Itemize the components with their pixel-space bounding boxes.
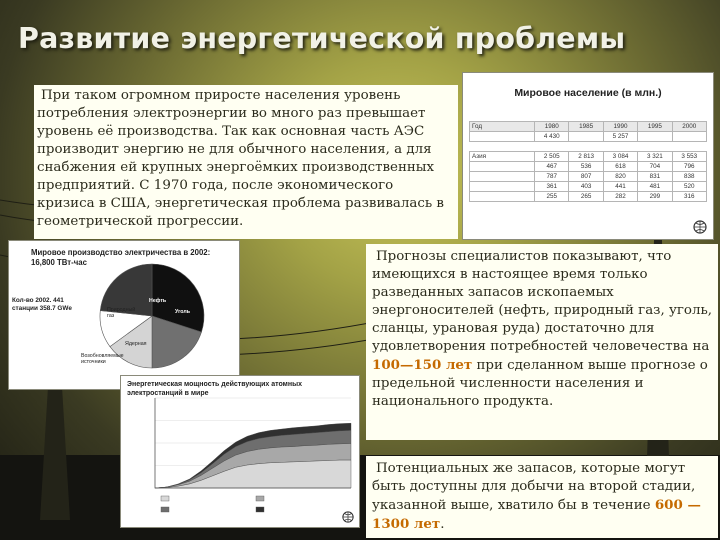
pie-slice-label-nuclear: Ядерная <box>125 341 147 347</box>
table-cell: 255 <box>535 192 569 202</box>
table-header-row <box>470 122 707 132</box>
table-header-cell: 1995 <box>638 122 672 132</box>
table-cell: 361 <box>535 182 569 192</box>
table-cell: 316 <box>672 192 706 202</box>
population-table <box>469 121 707 202</box>
table-cell: 796 <box>672 162 706 172</box>
legend-swatch <box>161 496 169 501</box>
table-cell: 618 <box>603 162 637 172</box>
pie-slice-label-renewables: Возобновляемые источники <box>81 353 124 365</box>
table-cell <box>470 182 535 192</box>
nuclear-capacity-figure <box>120 375 360 528</box>
table-cell: 787 <box>535 172 569 182</box>
table-cell: 838 <box>672 172 706 182</box>
reserves-highlight: 600 —1300 лет <box>372 497 701 532</box>
table-cell <box>470 132 535 142</box>
table-row <box>470 192 707 202</box>
area-chart-title: Энергетическая мощность действующих атомных электростанций в мире <box>127 381 302 397</box>
table-cell <box>470 172 535 182</box>
globe-logo-icon <box>693 220 707 234</box>
table-cell: 299 <box>638 192 672 202</box>
table-cell: 265 <box>569 192 603 202</box>
legend-swatch <box>256 496 264 501</box>
table-row <box>470 132 707 142</box>
table-spacer-row <box>470 142 707 152</box>
table-row <box>470 182 707 192</box>
table-cell: 403 <box>569 182 603 192</box>
table-cell: 481 <box>638 182 672 192</box>
table-row <box>470 172 707 182</box>
table-cell <box>569 132 603 142</box>
table-cell: 2 505 <box>535 152 569 162</box>
table-header-cell: 1990 <box>603 122 637 132</box>
table-cell: 282 <box>603 192 637 202</box>
table-cell: Азия <box>470 152 535 162</box>
intro-paragraph: При таком огромном приросте населения уровень потребления электроэнергии во много раз превышает уровень её производства. Так как основная часть АЭС производит энергию не для обычного населения, а для снабжения ей крупных энергоёмких производственных предприятий. С 1970 года, после экономического кризиса в США, энергетическая проблема развивалась в геометрической прогрессии. <box>34 85 458 239</box>
table-header-cell: 1980 <box>535 122 569 132</box>
pie-slice-label-coal: Уголь <box>175 309 190 315</box>
table-cell: 820 <box>603 172 637 182</box>
pie-chart-note: Кол-во 2002. 441 станции 358.7 GWe <box>12 297 72 312</box>
table-cell <box>638 132 672 142</box>
table-header-cell: Год <box>470 122 535 132</box>
table-cell: 5 257 <box>603 132 637 142</box>
forecast-text-start: Прогнозы специалистов показывают, что имеющихся в настоящее время только разведанных запасов ископаемых энергоносителей (нефть, природный газ, уголь, сланцы, урановая руда) достаточно для удовлетворения потребностей человечества на <box>372 249 713 354</box>
table-cell: 441 <box>603 182 637 192</box>
area-chart <box>121 376 360 528</box>
table-cell: 536 <box>569 162 603 172</box>
pie-slice-label-oil: Нефть <box>149 298 167 304</box>
legend-swatch <box>161 507 169 512</box>
table-row <box>470 152 707 162</box>
table-cell <box>470 192 535 202</box>
population-table-figure <box>462 72 714 240</box>
table-header-cell: 1985 <box>569 122 603 132</box>
forecast-highlight: 100—150 лет <box>372 357 473 373</box>
forecast-paragraph <box>366 244 718 440</box>
table-cell: 520 <box>672 182 706 192</box>
population-table-title: Мировое население (в млн.) <box>514 87 662 99</box>
table-row <box>470 162 707 172</box>
table-cell: 704 <box>638 162 672 172</box>
legend-swatch <box>256 507 264 512</box>
table-cell: 807 <box>569 172 603 182</box>
electricity-pie-figure <box>8 240 240 390</box>
table-cell: 467 <box>535 162 569 172</box>
pie-chart-title: Мировое производство электричества в 2002: 16,800 ТВт-час <box>31 248 211 267</box>
globe-logo-icon <box>342 511 354 523</box>
table-cell: 2 813 <box>569 152 603 162</box>
table-cell: 3 321 <box>638 152 672 162</box>
pie-slice-label-gas: Природный газ <box>107 307 136 319</box>
table-cell: 831 <box>638 172 672 182</box>
table-cell: 3 084 <box>603 152 637 162</box>
forecast-text-end: при сделанном выше прогнозе о предельной численности населения и национального продукта. <box>372 358 708 409</box>
table-cell: 3 553 <box>672 152 706 162</box>
reserves-text-start: Потенциальных же запасов, которые могут быть доступны для добычи на второй стадии, указанной выше, хватило бы в течение <box>372 461 696 513</box>
potential-reserves-paragraph <box>366 456 718 538</box>
chart-legend <box>161 496 264 512</box>
table-cell <box>470 162 535 172</box>
table-cell: 4 430 <box>535 132 569 142</box>
reserves-text-end: . <box>440 517 445 532</box>
table-cell <box>672 132 706 142</box>
table-header-cell: 2000 <box>672 122 706 132</box>
slide-title: Развитие энергетической проблемы <box>18 22 626 55</box>
